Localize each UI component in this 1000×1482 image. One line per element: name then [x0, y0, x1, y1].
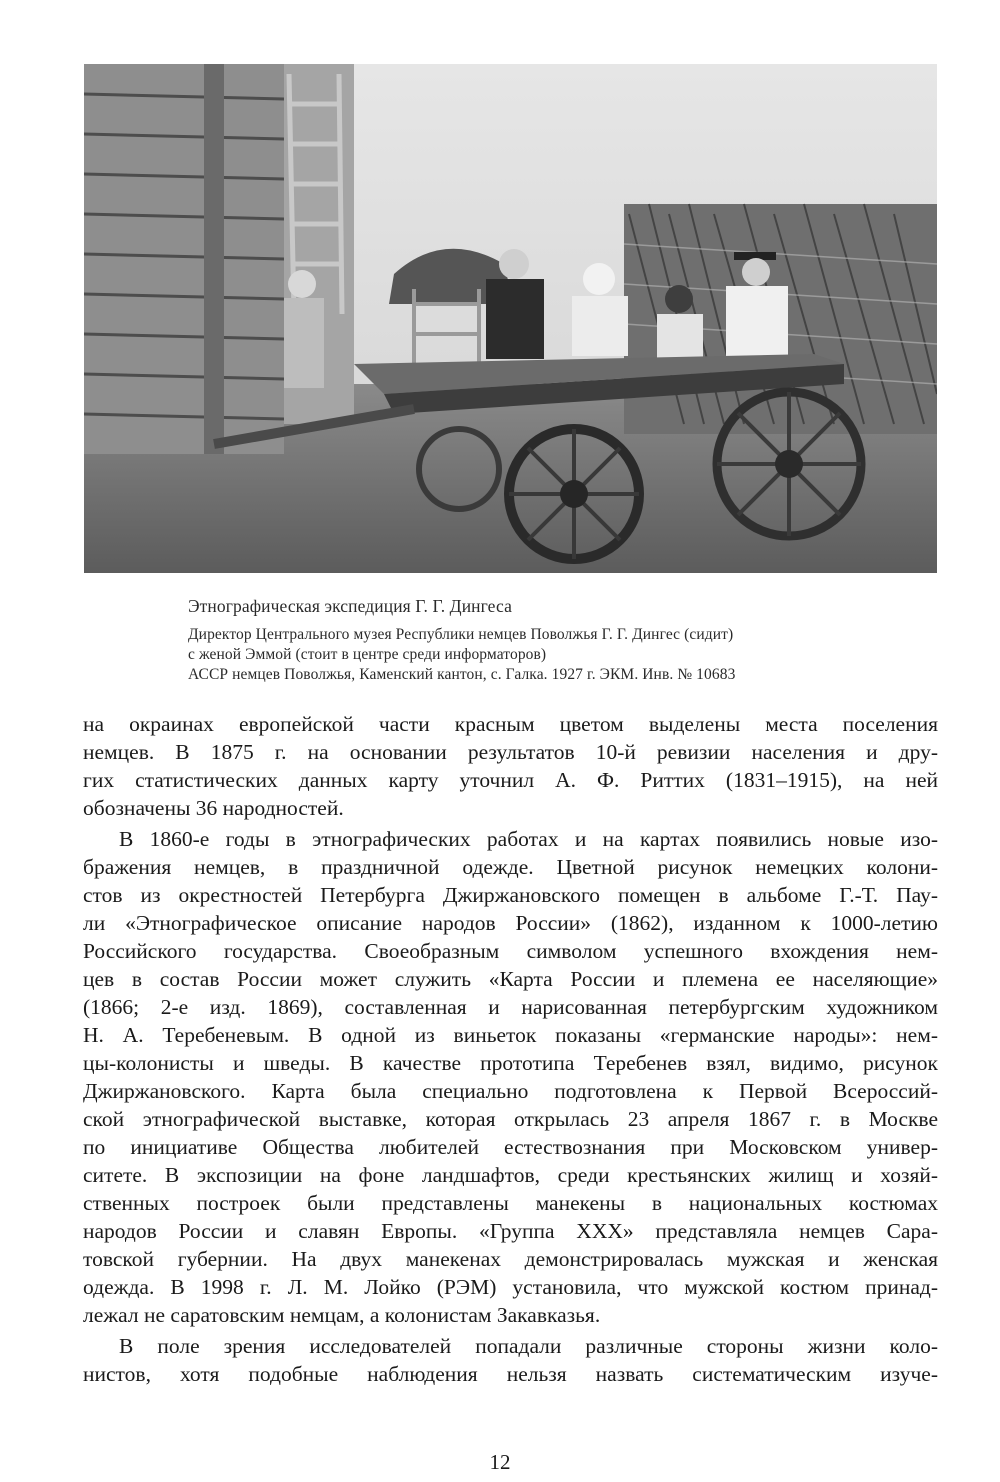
paragraph-first-line: В 1860-е годы в этнографических работах и на картах появились новые изо- [119, 827, 938, 851]
body-text-line: товской губернии. На двух манекенах демонстрировалась мужская и женская [83, 1247, 938, 1271]
body-text-line: бражения немцев, в праздничной одежде. Цветной рисунок немецких колони- [83, 855, 938, 879]
photo-caption-line: с женой Эммой (стоит в центре среди информаторов) [188, 646, 547, 663]
photo-caption-line: АССР немцев Поволжья, Каменский кантон, с. Галка. 1927 г. ЭКМ. Инв. № 10683 [188, 666, 736, 683]
body-text-line: Джиржановского. Карта была специально подготовлена к Первой Всероссий- [83, 1079, 938, 1103]
body-text-line: стов из окрестностей Петербурга Джиржановского помещен в альбоме Г.-Т. Пау- [83, 883, 938, 907]
log-house [84, 64, 354, 454]
body-text-line: на окраинах европейской части красным цветом выделены места поселения [83, 712, 938, 736]
body-text-line: ситете. В экспозиции на фоне ландшафтов, среди крестьянских жилищ и хозяй- [83, 1163, 938, 1187]
body-text-line: ской этнографической выставке, которая открылась 23 апреля 1867 г. в Москве [83, 1107, 938, 1131]
body-text-line: Российского государства. Своеобразным символом успешного вхождения нем- [83, 939, 938, 963]
body-text-line: народов России и славян Европы. «Группа XXX» представляла немцев Сара- [83, 1219, 938, 1243]
photo-caption-line: Директор Центрального музея Республики немцев Поволжья Г. Г. Дингес (сидит) [188, 626, 734, 643]
body-text-line: по инициативе Общества любителей естествознания при Московском универ- [83, 1135, 938, 1159]
body-text-line: (1866; 2-е изд. 1869), составленная и нарисованная петербургским художником [83, 995, 938, 1019]
body-text-line: лежал не саратовским немцам, а колонистам Закавказья. [83, 1303, 601, 1327]
body-text-line: ственных построек были представлены манекены в национальных костюмах [83, 1191, 938, 1215]
body-text-line: цев в состав России может служить «Карта России и племена ее населяющие» [83, 967, 938, 991]
paragraph-first-line: В поле зрения исследователей попадали различные стороны жизни коло- [119, 1334, 938, 1358]
body-text-line: гих статистических данных карту уточнил А. Ф. Риттих (1831–1915), на ней [83, 768, 938, 792]
expedition-photograph [84, 64, 937, 573]
body-text-line: нистов, хотя подобные наблюдения нельзя назвать систематическим изуче- [83, 1362, 938, 1386]
body-text-line: цы-колонисты и шведы. В качестве прототипа Теребенев взял, видимо, рисунок [83, 1051, 938, 1075]
body-text-line: обозначены 36 народностей. [83, 796, 344, 820]
body-text-line: ли «Этнографическое описание народов России» (1862), изданном к 1000-летию [83, 911, 938, 935]
body-text-line: одежда. В 1998 г. Л. М. Лойко (РЭМ) установила, что мужской костюм принад- [83, 1275, 938, 1299]
page-number: 12 [489, 1450, 511, 1474]
body-text-line: немцев. В 1875 г. на основании результатов 10-й ревизии населения и дру- [83, 740, 938, 764]
body-text-line: Н. А. Теребеневым. В одной из виньеток показаны «германские народы»: нем- [83, 1023, 938, 1047]
photo-caption-title: Этнографическая экспедиция Г. Г. Дингеса [188, 596, 512, 616]
